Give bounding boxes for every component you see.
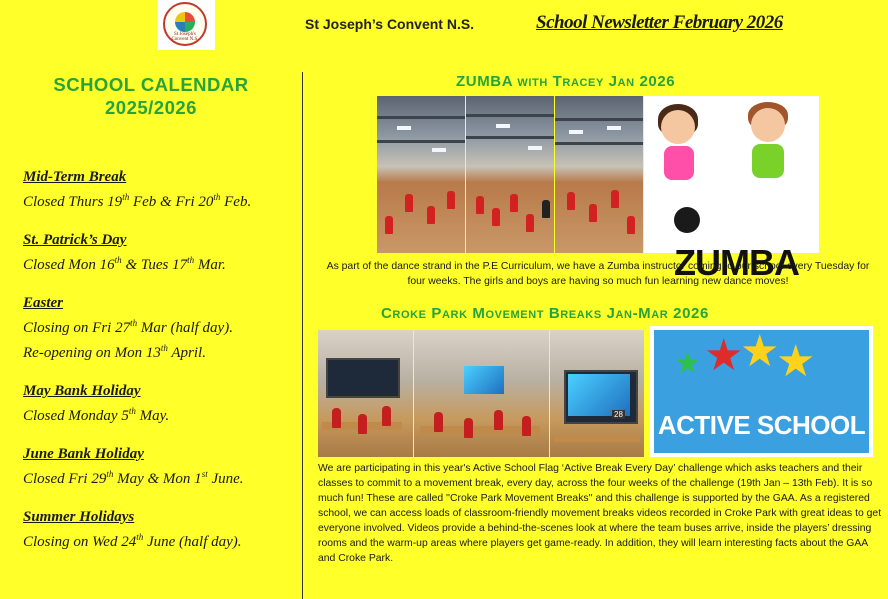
calendar-entry — [23, 382, 298, 426]
calendar-entry-heading: June Bank Holiday — [23, 446, 144, 462]
school-logo — [157, 0, 215, 50]
calendar-title — [0, 73, 302, 119]
school-crest-icon — [163, 2, 207, 46]
calendar-entry-line: Closing on Wed 24th June (half day). — [23, 532, 242, 550]
calendar-entry-line: Closed Fri 29th May & Mon 1st June. — [23, 469, 244, 487]
calendar-entry — [23, 508, 298, 552]
zumba-section-title: ZUMBA with Tracey Jan 2026 — [456, 73, 676, 90]
calendar-entry-line: Closed Mon 16th & Tues 17th Mar. — [23, 255, 226, 273]
zumba-logo-image — [644, 96, 819, 283]
croke-description: We are participating in this year's Active School Flag ‘Active Break Every Day’ challenge which asks teachers and their classes to commit to a movement break, every day, across the four weeks of the challenge (19th Jan – 13th Feb). It is so much fun! These are called ''Croke Park Movement Breaks'' and this challenge is supported by the GAA. As a registered school, we can access loads of classroom-friendly movement breaks videos recorded in Croke Park with great ideas to get everyone involved. Videos provide a behind-the-scenes look at where the team buses arrive, inside the players’ dressing rooms and the warm-up areas where players get game-ready. In addition, they will learn interesting facts about the GAA and Croke Park. — [318, 463, 882, 564]
zumba-photo-1 — [377, 96, 465, 253]
school-name: St Joseph’s Convent N.S. — [305, 16, 475, 32]
calendar-title-line1: SCHOOL CALENDAR — [53, 74, 249, 95]
calendar-entry — [23, 168, 298, 212]
croke-photo-2 — [414, 330, 549, 457]
calendar-entry — [23, 231, 298, 275]
zumba-logo-word: ZUMBA — [674, 200, 819, 284]
calendar-entry-line: Closed Monday 5th May. — [23, 406, 170, 424]
zumba-description: As part of the dance strand in the P.E Curriculum, we have a Zumba instructor coming to our school every Tuesday for four weeks. The girls and boys are having so much fun learning new dance moves! — [326, 261, 870, 287]
calendar-entry-heading: Mid-Term Break — [23, 169, 127, 185]
calendar-entry-heading: May Bank Holiday — [23, 383, 141, 399]
croke-photo-1 — [318, 330, 413, 457]
screen-number: 28 — [614, 410, 623, 419]
column-divider — [302, 72, 303, 599]
calendar-entry-line: Closing on Fri 27th Mar (half day). — [23, 318, 233, 336]
active-school-badge: ★ ★ ★ ★ ACTIVE SCHOOL — [650, 326, 873, 457]
croke-photo-3 — [550, 330, 644, 457]
calendar-entry-line: Re-opening on Mon 13th April. — [23, 343, 206, 361]
newsletter-title: School Newsletter February 2026 — [536, 12, 783, 33]
calendar-entry — [23, 445, 298, 489]
calendar-entry-heading: Easter — [23, 295, 64, 311]
zumba-photo-3 — [555, 96, 643, 253]
logo-text: St Joseph's Convent N.S. — [171, 32, 199, 42]
calendar-list — [23, 168, 298, 571]
calendar-title-line2: 2025/2026 — [105, 97, 197, 118]
zumba-photo-2 — [466, 96, 554, 253]
calendar-entry-line: Closed Thurs 19th Feb & Fri 20th Feb. — [23, 192, 252, 210]
calendar-entry-heading: Summer Holidays — [23, 509, 135, 525]
calendar-entry-heading: St. Patrick’s Day — [23, 232, 127, 248]
active-school-text: ACTIVE SCHOOL — [657, 410, 866, 440]
calendar-entry — [23, 294, 298, 363]
zumba-figure-icon — [674, 207, 700, 233]
croke-section-title: Croke Park Movement Breaks Jan-Mar 2026 — [381, 305, 709, 322]
